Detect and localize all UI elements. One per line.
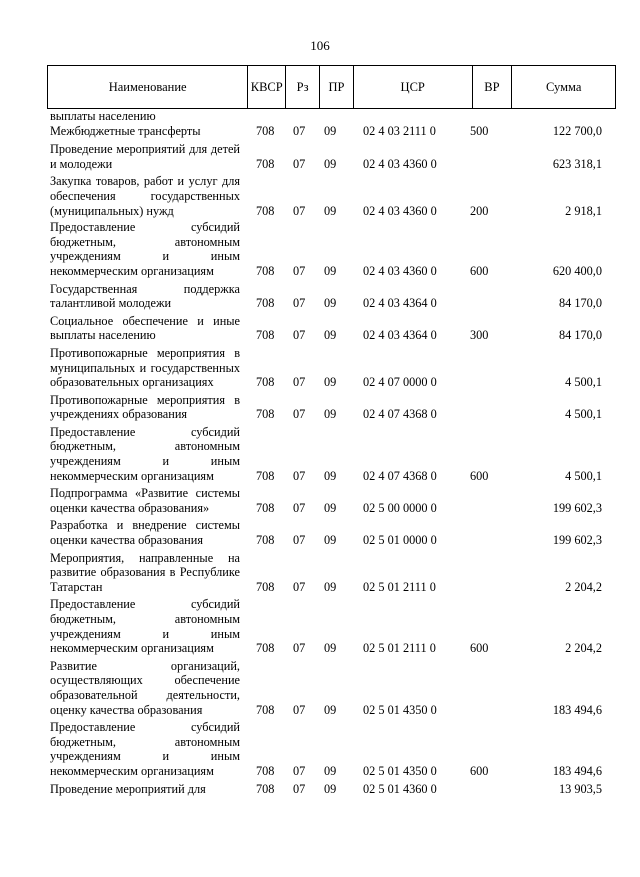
cell-sum: 13 903,5 [558,781,602,796]
row-name: Предоставление субсидий бюджетным, автономным учреждениям и иным некоммерческим организациям [50,220,240,278]
cell-rz: 07 [293,468,306,483]
row-values [50,469,610,484]
row-values [50,296,610,311]
cell-sum: 623 318,1 [552,156,602,171]
cell-kvsr: 708 [256,123,275,138]
page-number: 106 [310,38,330,53]
table-row [50,346,610,390]
cell-sum: 199 602,3 [552,533,602,548]
cell-sum: 620 400,0 [552,263,602,278]
cell-rz: 07 [293,123,306,138]
row-values [50,328,610,343]
cell-pr: 09 [324,702,337,717]
cell-vr: 600 [470,763,489,778]
column-header-csr: ЦСР [353,66,472,108]
cell-pr: 09 [324,500,337,515]
cell-sum: 183 494,6 [552,702,602,717]
cell-csr: 02 4 07 4368 0 [363,407,437,422]
cell-csr: 02 5 01 4350 0 [363,702,437,717]
cell-sum: 183 494,6 [552,763,602,778]
column-header-rz: Рз [285,66,319,108]
table-row [50,393,610,422]
cell-kvsr: 708 [256,328,275,343]
table-row [50,282,610,311]
cell-csr: 02 5 01 4350 0 [363,763,437,778]
cell-kvsr: 708 [256,500,275,515]
cell-sum: 84 170,0 [558,328,602,343]
row-values [50,407,610,422]
cell-csr: 02 4 07 0000 0 [363,375,437,390]
cell-kvsr: 708 [256,468,275,483]
row-name: Предоставление субсидий бюджетным, автономным учреждениям и иным некоммерческим организациям [50,720,240,778]
cell-rz: 07 [293,579,306,594]
row-values [50,157,610,172]
cell-rz: 07 [293,500,306,515]
cell-pr: 09 [324,375,337,390]
cell-pr: 09 [324,328,337,343]
cell-rz: 07 [293,781,306,796]
row-name: Разработка и внедрение системы оценки качества образования [50,518,240,548]
cell-kvsr: 708 [256,579,275,594]
cell-pr: 09 [324,203,337,218]
table-row [50,518,610,547]
row-name: Противопожарные мероприятия в муниципальных и государственных образовательных организациях [50,345,240,390]
table-row [50,551,610,595]
row-name: Подпрограмма «Развитие системы оценки качества образования» [50,486,240,515]
row-name: Проведение мероприятий для [50,781,206,796]
table-row [50,220,610,278]
row-values [50,375,610,390]
row-values [50,109,610,124]
cell-rz: 07 [293,156,306,171]
column-header-name: Наименование [108,79,187,94]
cell-kvsr: 708 [256,533,275,548]
cell-csr: 02 4 03 2111 0 [363,123,436,138]
cell-sum: 4 500,1 [565,407,602,422]
cell-sum: 122 700,0 [552,123,602,138]
table-row [50,425,610,483]
cell-rz: 07 [293,533,306,548]
cell-csr: 02 4 03 4364 0 [363,328,437,343]
row-name: Государственная поддержка талантливой молодежи [50,281,240,311]
cell-kvsr: 708 [256,203,275,218]
cell-rz: 07 [293,328,306,343]
table-row [50,314,610,343]
cell-vr: 200 [470,203,489,218]
cell-kvsr: 708 [256,763,275,778]
cell-csr: 02 4 03 4360 0 [363,203,437,218]
table-header [47,65,616,109]
cell-pr: 09 [324,468,337,483]
cell-kvsr: 708 [256,702,275,717]
row-values [50,533,610,548]
cell-rz: 07 [293,407,306,422]
row-values [50,580,610,595]
cell-rz: 07 [293,641,306,656]
row-name: Проведение мероприятий для детей и молодежи [50,142,240,171]
column-header-pr: ПР [319,66,353,108]
cell-csr: 02 5 01 4360 0 [363,781,437,796]
row-name: Межбюджетные трансферты [50,123,201,138]
cell-sum: 4 500,1 [565,468,602,483]
column-header-sum: Сумма [511,66,615,108]
row-values [50,764,610,779]
row-values [50,782,610,797]
cell-sum: 84 170,0 [558,296,602,311]
cell-csr: 02 4 03 4360 0 [363,156,437,171]
cell-pr: 09 [324,579,337,594]
cell-csr: 02 5 01 2111 0 [363,641,436,656]
cell-rz: 07 [293,296,306,311]
cell-pr: 09 [324,763,337,778]
table-row [50,659,610,717]
cell-csr: 02 5 01 2111 0 [363,579,436,594]
cell-sum: 2 918,1 [565,203,602,218]
row-name: Противопожарные мероприятия в учреждениях образования [50,392,240,422]
table-row [50,142,610,171]
table-row [50,782,610,797]
row-name: Предоставление субсидий бюджетным, автономным учреждениям и иным некоммерческим организациям [50,597,240,656]
cell-kvsr: 708 [256,296,275,311]
table-body [50,109,610,796]
cell-pr: 09 [324,296,337,311]
cell-csr: 02 4 03 4360 0 [363,263,437,278]
column-header-kvsr: КВСР [247,66,285,108]
cell-csr: 02 4 03 4364 0 [363,296,437,311]
cell-kvsr: 708 [256,781,275,796]
row-values [50,703,610,718]
cell-vr: 500 [470,123,489,138]
cell-sum: 4 500,1 [565,375,602,390]
row-values [50,501,610,516]
cell-vr: 300 [470,328,489,343]
cell-sum: 2 204,2 [565,641,602,656]
cell-kvsr: 708 [256,375,275,390]
cell-pr: 09 [324,123,337,138]
cell-csr: 02 5 00 0000 0 [363,500,437,515]
cell-kvsr: 708 [256,156,275,171]
row-values [50,204,610,219]
row-values [50,124,610,139]
cell-sum: 2 204,2 [565,579,602,594]
cell-kvsr: 708 [256,263,275,278]
cell-csr: 02 5 01 0000 0 [363,533,437,548]
row-name: Мероприятия, направленные на развитие образования в Республике Татарстан [50,550,240,594]
table-row [50,174,610,218]
cell-pr: 09 [324,156,337,171]
cell-vr: 600 [470,641,489,656]
row-name: Развитие организаций, осуществляющих обеспечение образовательной деятельности, оценку качества образования [50,658,240,717]
cell-pr: 09 [324,263,337,278]
row-name: Закупка товаров, работ и услуг для обеспечения государственных (муниципальных) нужд [50,174,240,218]
cell-pr: 09 [324,533,337,548]
cell-csr: 02 4 07 4368 0 [363,468,437,483]
table-row [50,597,610,655]
cell-sum: 199 602,3 [552,500,602,515]
row-values [50,264,610,279]
cell-rz: 07 [293,203,306,218]
row-name: выплаты населению [50,109,156,123]
cell-rz: 07 [293,702,306,717]
cell-kvsr: 708 [256,641,275,656]
table-row [50,486,610,515]
row-values [50,641,610,656]
cell-kvsr: 708 [256,407,275,422]
cell-rz: 07 [293,375,306,390]
cell-rz: 07 [293,263,306,278]
table-row [50,124,610,139]
cell-pr: 09 [324,641,337,656]
table-row [50,720,610,778]
cell-vr: 600 [470,263,489,278]
cell-vr: 600 [470,468,489,483]
row-name: Социальное обеспечение и иные выплаты населению [50,313,240,343]
column-header-vr: ВР [472,66,512,108]
cell-rz: 07 [293,763,306,778]
cell-pr: 09 [324,407,337,422]
row-name: Предоставление субсидий бюджетным, автономным учреждениям и иным некоммерческим организациям [50,424,240,483]
table-row [50,109,610,124]
cell-pr: 09 [324,781,337,796]
